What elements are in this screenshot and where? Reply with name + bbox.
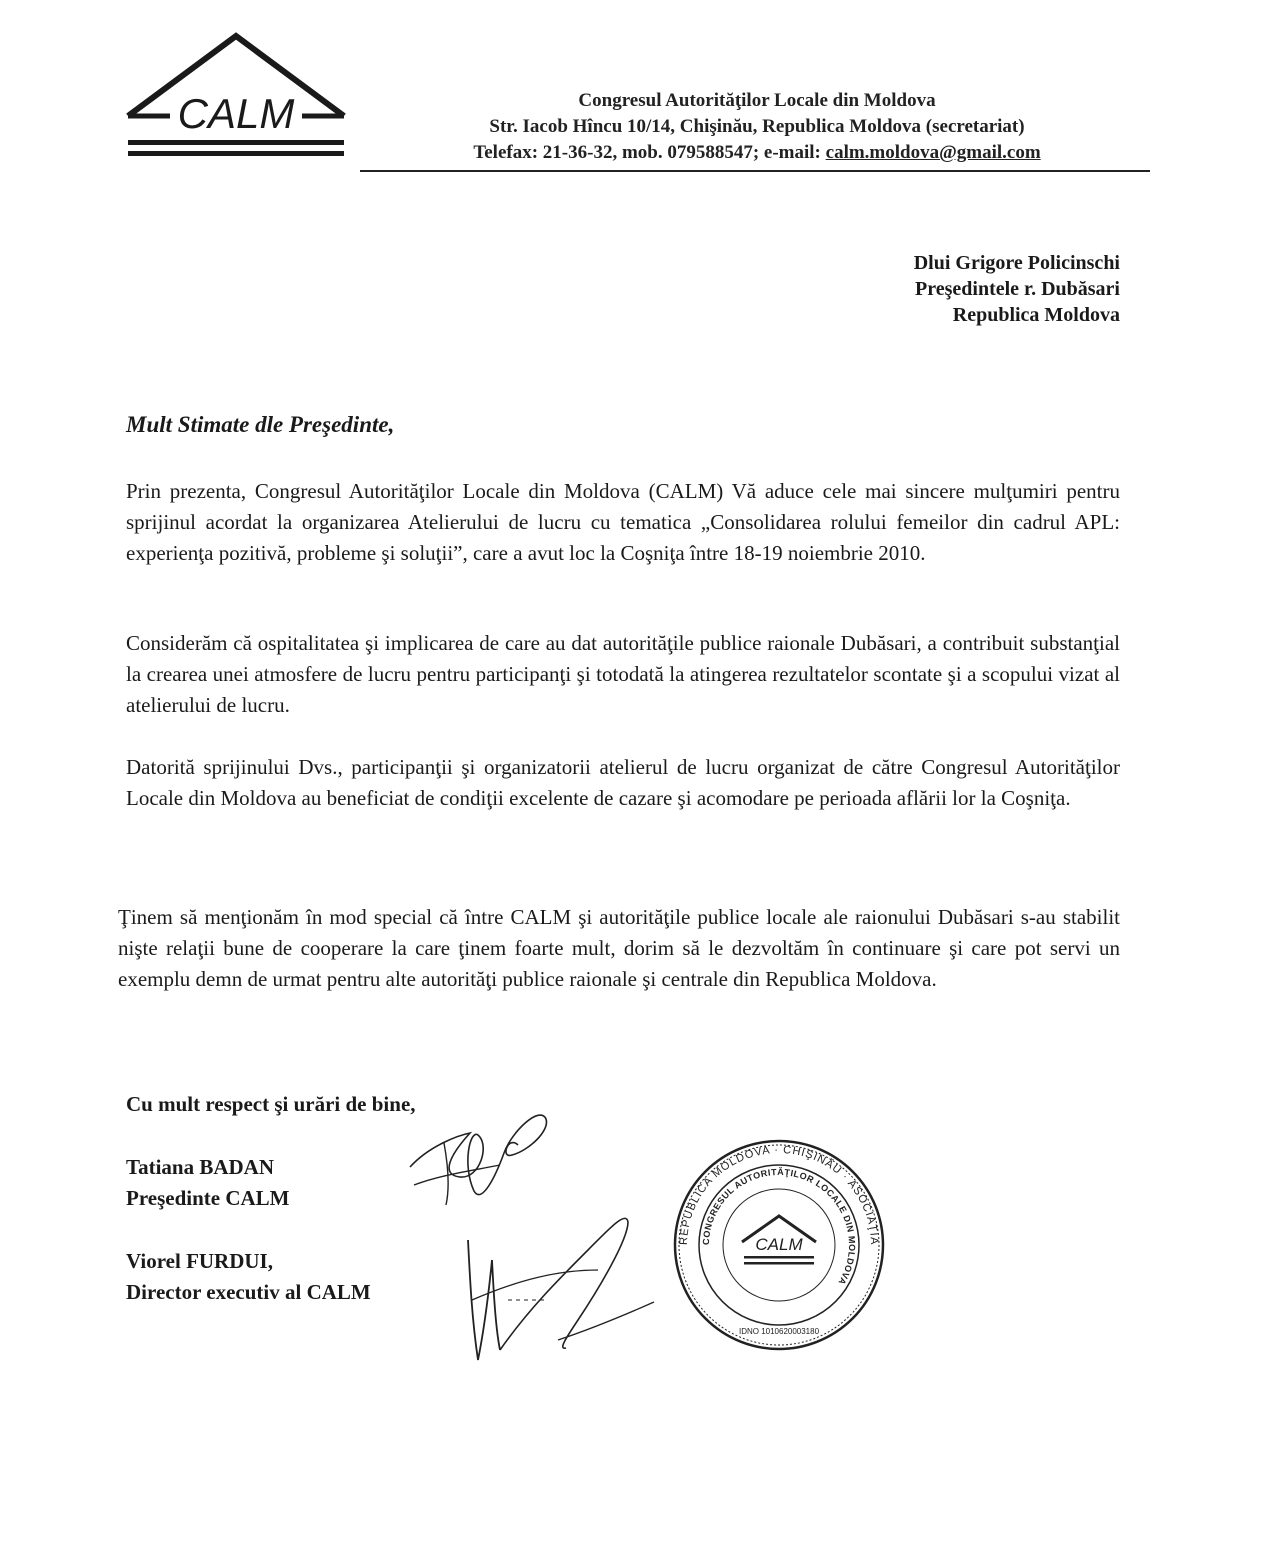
stamp-center-text: CALM	[755, 1235, 803, 1254]
body-paragraph-1: Prin prezenta, Congresul Autorităţilor Locale din Moldova (CALM) Vă aduce cele mai sincere mulţumiri pentru sprijinul acordat la organizarea Atelierului de lucru cu tematica „Consolidarea rolului femeilor din cadrul APL: experienţa pozitivă, probleme şi soluţii”, care a avut loc la Coşniţa între 18-19 noiembrie 2010.	[126, 479, 1120, 565]
signature-1-image	[400, 1105, 560, 1215]
letterhead	[362, 88, 1152, 166]
org-name: Congresul Autorităţilor Locale din Moldova	[578, 90, 936, 111]
signatory-1-name: Tatiana BADAN	[126, 1155, 275, 1179]
addressee-name: Dlui Grigore Policinschi	[913, 252, 1120, 274]
body-paragraph-4: Ţinem să menţionăm în mod special că între CALM şi autorităţile publice locale ale raionului Dubăsari s-au stabilit nişte relaţii bune de cooperare la care ţinem foarte mult, dorim să le dezvoltăm în continuare şi care pot servi un exemplu demn de urmat pentru alte autorităţi publice raionale şi centrale din Republica Moldova.	[118, 905, 1120, 991]
body-paragraph-3: Datorită sprijinului Dvs., participanţii şi organizatorii atelierul de lucru organizat de către Congresul Autorităţilor Locale din Moldova au beneficiat de condiţii excelente de cazare şi acomodare pe perioada aflării lor la Coşniţa.	[126, 755, 1120, 810]
logo-text: CALM	[177, 90, 295, 137]
org-address: Str. Iacob Hîncu 10/14, Chişinău, Republica Moldova (secretariat)	[489, 116, 1025, 137]
stamp-idno: IDNO 1010620003180	[738, 1327, 820, 1336]
stamp-outer-text: REPUBLICA MOLDOVA · CHIŞINĂU · ASOCIAŢIA	[677, 1143, 881, 1246]
body-paragraph-2: Considerăm că ospitalitatea şi implicarea de care au dat autorităţile publice raionale Dubăsari, a contribuit substanţial la crearea unei atmosfere de lucru pentru participanţi şi totodată la atingerea rezultatelor scontate şi a scopului vizat al atelierului de lucru.	[126, 631, 1120, 717]
signatory-1	[126, 1152, 290, 1214]
calm-logo	[122, 30, 350, 164]
org-email: calm.moldova@gmail.com	[825, 142, 1041, 163]
addressee-block	[914, 250, 1120, 328]
addressee-title: Preşedintele r. Dubăsari	[915, 278, 1120, 300]
signatory-2	[126, 1246, 371, 1308]
stamp-inner-text: CONGRESUL AUTORITĂŢILOR LOCALE DIN MOLDOVA	[700, 1166, 858, 1287]
signatory-2-role: Director executiv al CALM	[126, 1280, 371, 1304]
addressee-country: Republica Moldova	[952, 304, 1120, 326]
signatory-2-name: Viorel FURDUI,	[126, 1249, 273, 1273]
official-stamp	[672, 1138, 886, 1352]
signatory-1-role: Preşedinte CALM	[126, 1186, 290, 1210]
signature-2-image	[448, 1200, 668, 1370]
header-divider	[360, 170, 1150, 172]
svg-text:CONGRESUL AUTORITĂŢILOR LOCALE	[701, 1167, 857, 1287]
salutation: Mult Stimate dle Preşedinte,	[126, 412, 395, 437]
org-contacts	[362, 140, 1152, 166]
closing: Cu mult respect şi urări de bine,	[126, 1092, 416, 1116]
org-phone: Telefax: 21-36-32, mob. 079588547; e-mail:	[473, 142, 826, 163]
